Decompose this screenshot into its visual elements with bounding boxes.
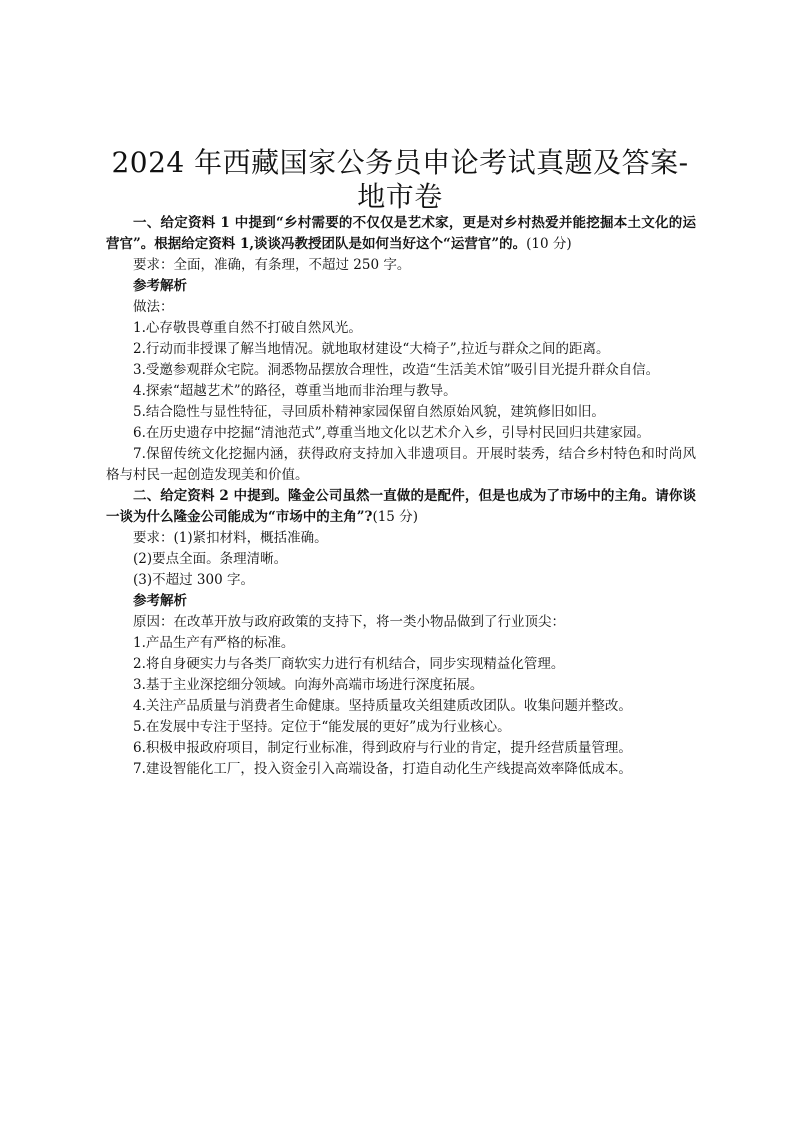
- question-1-analysis-heading: 参考解析: [133, 278, 187, 294]
- question-2-prompt: 二、给定资料 2 中提到。隆金公司虽然一直做的是配件，但是也成为了市场中的主角。请你谈一谈为什么隆金公司能成为“市场中的主角”?: [106, 488, 696, 525]
- question-2-analysis-heading: 参考解析: [133, 593, 187, 609]
- question-1-intro: 做法：: [133, 299, 174, 315]
- question-2-requirement: (2)要点全面。条理清晰。: [133, 551, 288, 567]
- question-1-requirement: 要求：全面，准确，有条理，不超过 250 字。: [133, 257, 411, 273]
- question-1-point: 3.受邀参观群众宅院。洞悉物品摆放合理性，改造“生活美术馆”吸引目光提升群众自信。: [133, 362, 660, 378]
- question-2-point: 3.基于主业深挖细分领域。向海外高端市场进行深度拓展。: [133, 677, 484, 693]
- question-1-point: 4.探索“超越艺术”的路径，尊重当地而非治理与教导。: [133, 383, 457, 399]
- question-1-point: 6.在历史遗存中挖掘“清池范式”,尊重当地文化以艺术介入乡，引导村民回归共建家园。: [133, 425, 650, 441]
- question-2-score: (15 分): [372, 509, 418, 525]
- question-2: [106, 486, 696, 528]
- document-title-line1: 2024 年西藏国家公务员申论考试真题及答案-: [111, 146, 689, 179]
- question-1-score: (10 分): [526, 236, 572, 252]
- question-2-intro: 原因：在改革开放与政府政策的支持下，将一类小物品做到了行业顶尖：: [133, 614, 565, 630]
- question-2-point: 7.建设智能化工厂，投入资金引入高端设备，打造自动化生产线提高效率降低成本。: [133, 761, 632, 777]
- question-2-point: 2.将自身硬实力与各类厂商软实力进行有机结合，同步实现精益化管理。: [133, 656, 565, 672]
- document-body: [106, 213, 696, 780]
- question-1: [106, 213, 696, 255]
- question-1-point: 7.保留传统文化挖掘内涵，获得政府支持加入非遗项目。开展时装秀，结合乡村特色和时尚风格与村民一起创造发现美和价值。: [106, 446, 696, 483]
- document-title-line2: 地市卷: [357, 180, 443, 213]
- question-2-point: 6.积极申报政府项目，制定行业标准，得到政府与行业的肯定，提升经营质量管理。: [133, 740, 632, 756]
- question-1-prompt: 一、给定资料 1 中提到“乡村需要的不仅仅是艺术家，更是对乡村热爱并能挖掘本土文化的运营官”。根据给定资料 1,谈谈冯教授团队是如何当好这个“运营官”的。: [106, 215, 696, 252]
- question-2-point: 1.产品生产有严格的标准。: [133, 635, 295, 651]
- question-1-point: 5.结合隐性与显性特征，寻回质朴精神家园保留自然原始风貌，建筑修旧如旧。: [133, 404, 605, 420]
- question-2-requirement: (3)不超过 300 字。: [133, 572, 254, 588]
- question-2-point: 4.关注产品质量与消费者生命健康。坚持质量攻关组建质改团队。收集问题并整改。: [133, 698, 632, 714]
- question-2-point: 5.在发展中专注于坚持。定位于“能发展的更好”成为行业核心。: [133, 719, 511, 735]
- question-2-requirement: 要求：(1)紧扣材料，概括准确。: [133, 530, 328, 546]
- question-1-point: 1.心存敬畏尊重自然不打破自然风光。: [133, 320, 362, 336]
- question-1-point: 2.行动而非授课了解当地情况。就地取材建设“大椅子”,拉近与群众之间的距离。: [133, 341, 610, 357]
